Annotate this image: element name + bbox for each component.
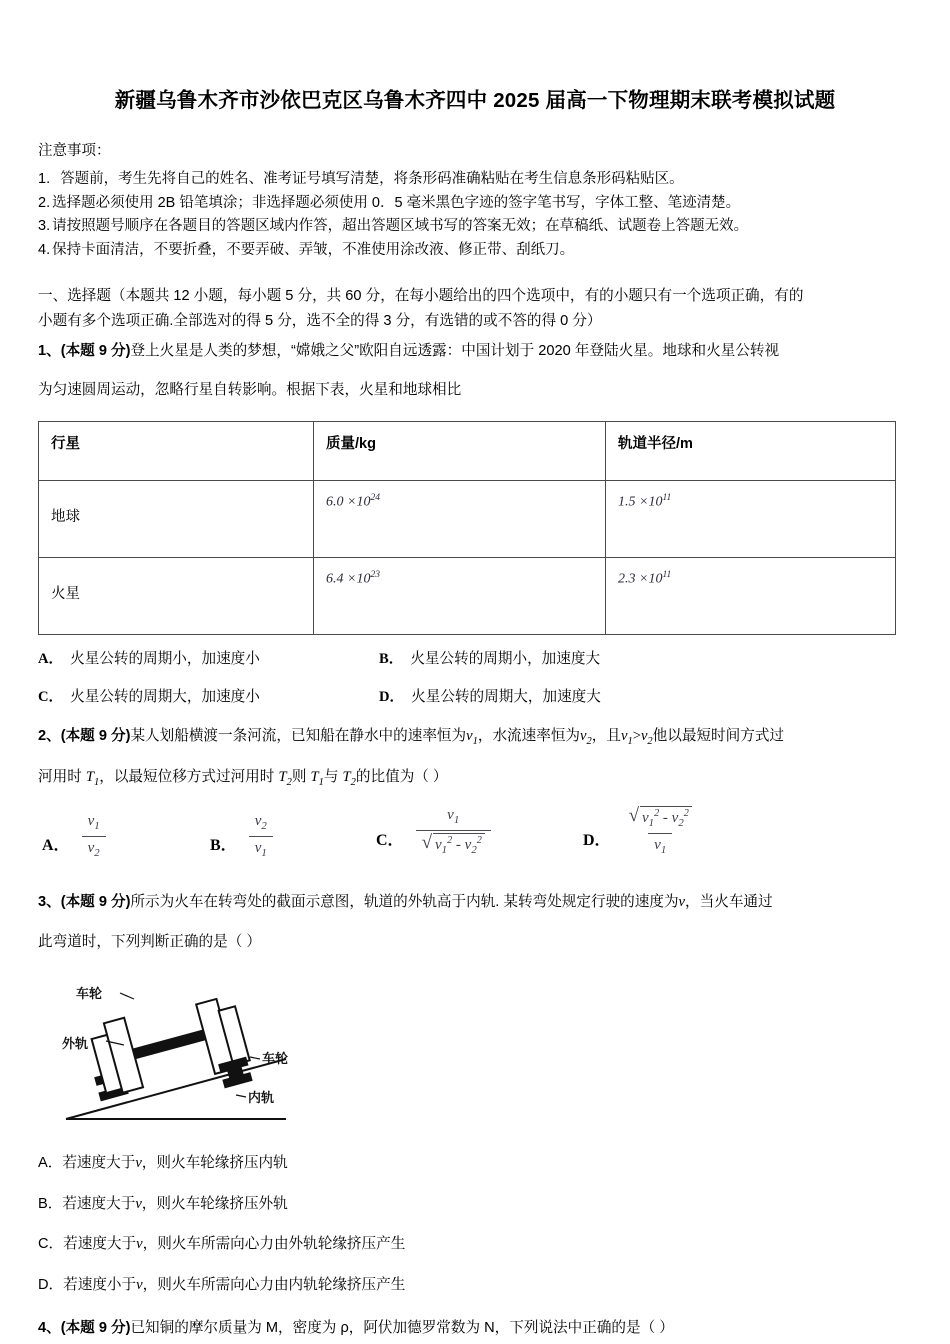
question-2-stem-line-2	[38, 765, 912, 792]
question-3-option-a-var: v	[135, 1154, 142, 1171]
question-3	[38, 890, 912, 1297]
question-3-number: 3、	[38, 894, 61, 911]
question-3-option-a-label: A．	[38, 1154, 63, 1171]
question-3-options	[38, 1153, 912, 1298]
question-4-stem-text: 已知铜的摩尔质量为 M，密度为 ρ，阿伏加德罗常数为 N，下列说法中正确的是（ ）	[130, 1320, 674, 1337]
question-1-option-c[interactable]	[38, 687, 379, 709]
question-3-stem-part-2: ，当火车通过	[685, 894, 773, 911]
label-wheel-right: 车轮	[262, 1050, 289, 1066]
fraction-denominator: $v_2$	[82, 836, 106, 860]
mass-earth-exponent: 24	[370, 492, 380, 503]
mass-mars-base: 10	[356, 571, 371, 587]
question-4-stem	[38, 1316, 912, 1341]
radicand: $v_1^2 - v_2^2$	[640, 806, 692, 830]
fraction-denominator: $v_1$	[648, 833, 672, 857]
notice-item-4-index: 4.	[38, 241, 51, 258]
question-2-line2-part-4: 与	[323, 769, 339, 786]
question-3-option-b-text-1: 若速度大于	[62, 1195, 136, 1212]
radius-mars-base: 10	[648, 571, 663, 587]
question-1-option-c-text: 火星公转的周期大，加速度小	[70, 688, 260, 705]
question-2-option-c[interactable]	[376, 806, 491, 857]
question-3-option-d[interactable]	[38, 1275, 912, 1297]
planet-data-table	[38, 421, 896, 635]
question-1-marks: (本题 9 分)	[60, 342, 131, 359]
fraction-numerator	[623, 806, 698, 832]
question-1-stem-text-1: 登上火星是人类的梦想，“嫦娥之父”欧阳自远透露：中国计划于 2020 年登陆火星。地球和火星公转视	[130, 342, 780, 359]
wheel-right-leader-line	[250, 1057, 260, 1059]
page-title: 新疆乌鲁木齐市沙依巴克区乌鲁木齐四中 2025 届高一下物理期末联考模拟试题	[114, 89, 836, 112]
section-header-line-2: 小题有多个选项正确.全部选对的得 5 分，选不全的得 3 分，有选错的或不答的得 0 分）	[38, 313, 602, 330]
notice-item-3	[38, 215, 912, 238]
fraction-numerator: $v_2$	[254, 813, 267, 833]
table-row	[39, 480, 896, 557]
question-1-options-row-1	[38, 649, 912, 671]
question-1-option-a-text: 火星公转的周期小，加速度小	[70, 650, 260, 667]
question-2-options-row	[38, 806, 912, 880]
question-2-stem-part-3: ，且	[591, 728, 621, 745]
question-1-option-c-label: C．	[38, 688, 64, 705]
notice-item-2	[38, 192, 912, 215]
question-2-var-T2: $T_2$	[278, 769, 292, 789]
table-header-orbit-radius: 轨道半径/m	[606, 421, 896, 480]
table-header-mass: 质量/kg	[314, 421, 606, 480]
question-1-option-d[interactable]	[379, 687, 601, 709]
question-2-stem-part-1: 某人划船横渡一条河流，已知船在静水中的速率恒为	[130, 728, 467, 745]
inner-rail-leader-line	[236, 1095, 246, 1097]
table-cell-mass-earth	[314, 480, 606, 557]
section-header-line-1: 一、选择题（本题共 12 小题，每小题 5 分，共 60 分，在每小题给出的四个选项中，有的小题只有一个选项正确，有的	[38, 288, 804, 305]
question-2-line2-part-3: 则	[291, 769, 307, 786]
radius-earth-base: 10	[648, 494, 663, 510]
question-2-var-v2: $v_2$	[580, 728, 592, 748]
table-cell-planet-earth: 地球	[39, 480, 314, 557]
question-3-option-a-text-1: 若速度大于	[62, 1154, 136, 1171]
question-2-var-T1b: $T_1$	[310, 769, 324, 789]
mass-mars-exponent: 23	[370, 569, 380, 580]
question-3-stem-line-2: 此弯道时，下列判断正确的是（ ）	[38, 933, 261, 950]
notice-item-4-text: 保持卡面清洁，不要折叠，不要弄破、弄皱，不准使用涂改液、修正带、刮纸刀。	[52, 241, 575, 258]
question-2-stem-part-2: ，水流速率恒为	[477, 728, 581, 745]
question-3-marks: (本题 9 分)	[60, 894, 131, 911]
square-root-icon: √ $v_1^2 - v_2^2$	[422, 833, 485, 857]
notice-item-2-index: 2.	[38, 194, 51, 211]
question-3-option-d-var: v	[136, 1277, 143, 1294]
question-2-stem-line-1	[38, 724, 912, 751]
question-3-option-c-var: v	[136, 1236, 143, 1253]
label-wheel-left: 车轮	[76, 985, 103, 1001]
notice-item-1-text: 答题前，考生先将自己的姓名、准考证号填写清楚，将条形码准确粘贴在考生信息条形码粘贴区。	[60, 171, 684, 188]
train-banked-track-diagram	[54, 969, 354, 1134]
table-row	[39, 557, 896, 634]
question-2-var-v1: $v_1$	[466, 728, 478, 748]
question-2-marks: (本题 9 分)	[60, 728, 131, 745]
train-banked-track-figure	[54, 969, 354, 1134]
table-header-planet: 行星	[39, 421, 314, 480]
question-1-number: 1、	[38, 342, 61, 359]
question-2-line2-part-1: 河用时	[38, 769, 82, 786]
table-header-row	[39, 421, 896, 480]
fraction-numerator: $v_1$	[447, 807, 460, 827]
question-4-number: 4、	[38, 1320, 61, 1337]
question-2-stem-part-4: 他以最短时间方式过	[652, 728, 785, 745]
square-root-icon: √ $v_1^2 - v_2^2$	[629, 806, 692, 830]
question-1-option-b[interactable]	[379, 649, 600, 671]
question-2-option-b-fraction	[249, 812, 273, 860]
table-cell-radius-earth	[606, 480, 896, 557]
question-1-option-d-text: 火星公转的周期大，加速度大	[411, 688, 601, 705]
notice-heading: 注意事项：	[38, 142, 111, 159]
table-cell-radius-mars	[606, 557, 896, 634]
notice-item-1-index: 1.	[38, 171, 51, 188]
mass-earth-mantissa: 6.0 ×	[326, 494, 357, 510]
question-2-option-c-fraction	[416, 806, 491, 857]
question-3-option-d-label: D．	[38, 1277, 64, 1294]
question-1-option-b-text: 火星公转的周期小，加速度大	[410, 650, 601, 667]
question-2-option-a-fraction	[82, 812, 106, 860]
notice-item-3-text: 请按照题号顺序在各题目的答题区域内作答，超出答题区域书写的答案无效；在草稿纸、试题卷上答题无效。	[52, 218, 749, 235]
question-2-option-b-label: B．	[210, 836, 237, 854]
notice-item-3-index: 3.	[38, 218, 51, 235]
mass-earth-base: 10	[356, 494, 371, 510]
label-outer-rail: 外轨	[62, 1035, 89, 1051]
radius-earth-exponent: 11	[662, 492, 672, 503]
question-2-line2-part-5: 的比值为（ ）	[355, 769, 448, 786]
question-3-var-v: v	[678, 894, 686, 911]
question-1	[38, 339, 912, 709]
question-2-line2-part-2: ，以最短位移方式过河用时	[99, 769, 275, 786]
question-1-stem-line-1	[38, 339, 912, 364]
question-3-option-d-text-2: ，则火车所需向心力由内轨轮缘挤压产生	[142, 1277, 406, 1294]
question-2-number: 2、	[38, 728, 61, 745]
radius-earth-mantissa: 1.5 ×	[618, 494, 649, 510]
question-1-option-d-label: D．	[379, 688, 405, 705]
question-3-option-d-text-1: 若速度小于	[63, 1277, 137, 1294]
question-3-option-c[interactable]	[38, 1234, 912, 1256]
question-2-option-d-fraction	[623, 806, 698, 857]
notice-item-4	[38, 239, 912, 262]
fraction-numerator: $v_1$	[87, 813, 100, 833]
question-3-option-c-text-2: ，则火车所需向心力由外轨轮缘挤压产生	[142, 1236, 406, 1253]
question-3-option-a-text-2: ，则火车轮缘挤压内轨	[141, 1154, 288, 1171]
question-3-option-b-text-2: ，则火车轮缘挤压外轨	[141, 1195, 288, 1212]
question-3-stem-part-1: 所示为火车在转弯处的截面示意图，轨道的外轨高于内轨. 某转弯处规定行驶的速度为	[130, 894, 679, 911]
question-3-option-b-var: v	[135, 1195, 142, 1212]
question-3-option-c-label: C．	[38, 1236, 64, 1253]
question-3-option-b-label: B．	[38, 1195, 63, 1212]
radicand: $v_1^2 - v_2^2$	[433, 833, 485, 857]
question-4	[38, 1316, 912, 1341]
bogie-assembly	[82, 989, 255, 1120]
question-4-marks: (本题 9 分)	[60, 1320, 131, 1337]
question-1-option-b-label: B．	[379, 650, 404, 667]
question-2-option-a-label: A．	[42, 836, 70, 854]
notice-item-1	[38, 168, 912, 191]
question-2-option-d-label: D．	[583, 832, 611, 850]
question-1-stem-line-2: 为匀速圆周运动，忽略行星自转影响。根据下表，火星和地球相比	[38, 381, 462, 398]
radius-mars-mantissa: 2.3 ×	[618, 571, 649, 587]
table-cell-planet-mars: 火星	[39, 557, 314, 634]
mass-mars-mantissa: 6.4 ×	[326, 571, 357, 587]
question-2-option-b[interactable]	[210, 812, 273, 860]
fraction-denominator: $v_1$	[249, 836, 273, 860]
label-inner-rail: 内轨	[248, 1089, 275, 1105]
question-2	[38, 724, 912, 880]
wheel-left-leader-line	[120, 993, 134, 999]
radius-mars-exponent: 11	[662, 569, 672, 580]
table-cell-mass-mars	[314, 557, 606, 634]
question-1-options-row-2	[38, 687, 912, 709]
question-3-option-a[interactable]	[38, 1153, 912, 1175]
question-2-var-T1: $T_1$	[85, 769, 100, 789]
question-2-inequality: $v_1>v_2$	[620, 728, 653, 748]
question-2-option-a[interactable]	[42, 812, 106, 860]
page-content	[38, 88, 912, 1341]
fraction-denominator	[416, 830, 491, 857]
question-2-option-d[interactable]	[583, 806, 698, 857]
question-2-option-c-label: C．	[376, 832, 404, 850]
notice-block	[38, 141, 912, 263]
question-3-option-c-text-1: 若速度大于	[63, 1236, 137, 1253]
question-2-var-T2b: $T_2$	[342, 769, 356, 789]
question-3-stem-line-1	[38, 890, 912, 915]
question-3-option-b[interactable]	[38, 1194, 912, 1216]
section-header-choice	[38, 284, 912, 334]
notice-item-2-text: 选择题必须使用 2B 铅笔填涂；非选择题必须使用 0．5 毫米黑色字迹的签字笔书写，字体工整、笔迹清楚。	[52, 194, 741, 211]
question-1-option-a[interactable]	[38, 649, 379, 671]
question-1-option-a-label: A．	[38, 650, 64, 667]
